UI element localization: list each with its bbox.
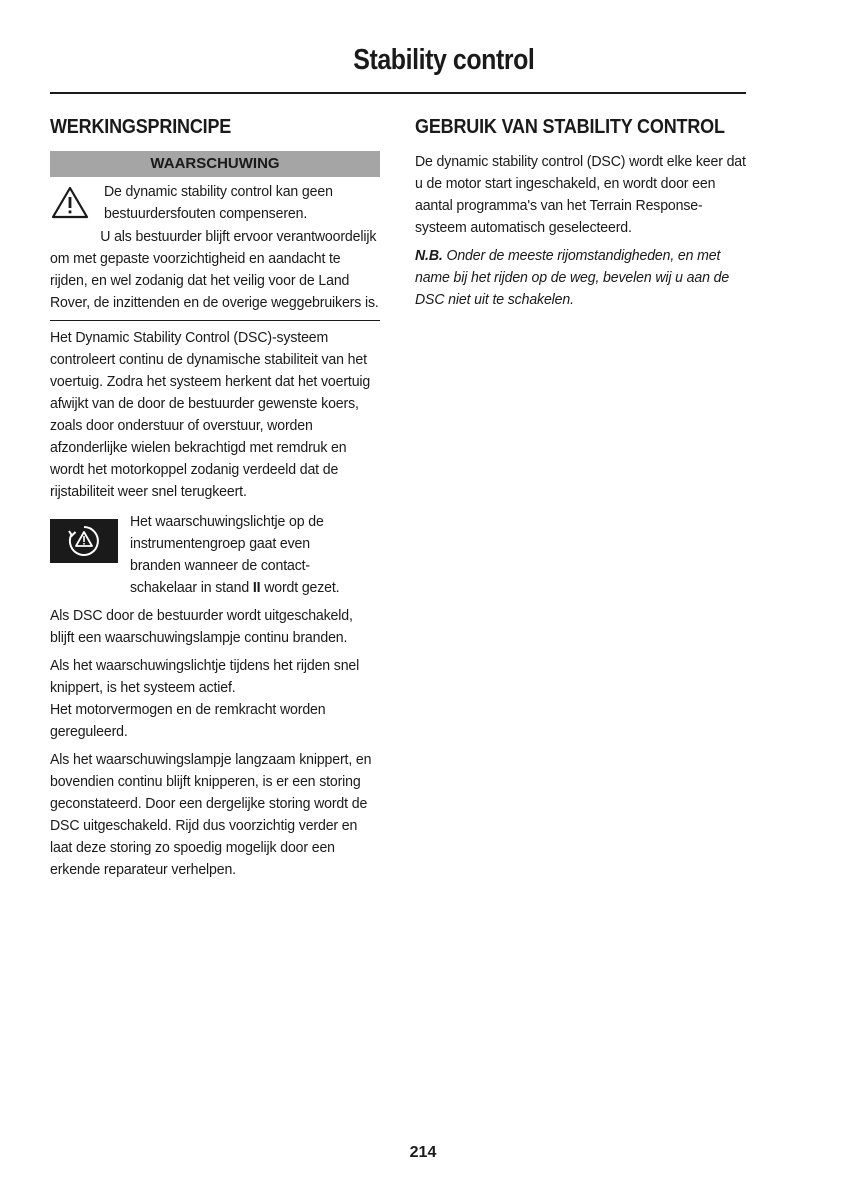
title-divider — [50, 92, 746, 94]
regulation-paragraph: Het motorvermogen en de remkracht worden gereguleerd. — [50, 701, 326, 740]
ignition-position: II — [252, 579, 261, 596]
warning-label: WAARSCHUWING — [50, 151, 380, 177]
dsc-lamp-text-before: Het waarschuwingslichtje op de instrumentengroep gaat even branden wanneer de contact- schakelaar in stand — [130, 513, 324, 596]
left-column — [50, 116, 380, 881]
intro-paragraph: Het Dynamic Stability Control (DSC)-systeem controleert continu de dynamische stabiliteit van het voertuig. Zodra het systeem herkent dat het voertuig afwijkt van de door de bestuurder gewenste koers, zoals door onderstuur of overstuur, worden afzonderlijke wielen bekrachtigd met remdruk en wordt het motorkoppel zodanig verdeeld dat de rijstabiliteit weer snel terugkeert. — [50, 329, 371, 500]
section-heading-gebruik: GEBRUIK VAN STABILITY CONTROL — [415, 116, 725, 138]
fault-paragraph: Als het waarschuwingslampje langzaam knippert, en bovendien continu blijft knipperen, is er een storing geconstateerd. Door een dergelijke storing wordt de DSC uitgeschakeld. Rijd dus voorzichtig verder en laat deze storing zo spoedig mogelijk door een erkende reparateur verhelpen. — [50, 751, 372, 878]
warning-triangle-icon — [50, 181, 104, 226]
page-number: 214 — [409, 1144, 437, 1161]
page-title: Stability control — [353, 44, 535, 76]
dsc-lamp-note — [50, 511, 380, 599]
dsc-warning-lamp-icon — [50, 519, 130, 563]
warning-text-2: U als bestuurder blijft ervoor verantwoordelijk om met gepaste voorzichtigheid en aandacht te rijden, en wel zodanig dat het veilig voor de Land Rover, de inzittenden en de overige weggebruikers is. — [50, 228, 379, 311]
note-text: Onder de meeste rijomstandigheden, en met name bij het rijden op de weg, bevelen wij u aan de DSC niet uit te schakelen. — [415, 247, 730, 308]
right-column — [415, 116, 747, 311]
usage-paragraph: De dynamic stability control (DSC) wordt elke keer dat u de motor start ingeschakeld, en wordt door een aantal programma's van het Terrain Response-systeem automatisch geselecteerd. — [415, 153, 746, 236]
dsc-lamp-text-after: wordt gezet. — [260, 579, 340, 596]
note-label: N.B. — [415, 247, 443, 264]
warning-box — [50, 151, 380, 321]
note-paragraph — [415, 245, 747, 311]
dsc-lamp-text — [130, 511, 363, 599]
warning-text-1: De dynamic stability control kan geen bestuurdersfouten compenseren. — [104, 183, 333, 222]
fast-flash-paragraph: Als het waarschuwingslichtje tijdens het rijden snel knippert, is het systeem actief. — [50, 657, 360, 696]
section-heading-werkingsprincipe: WERKINGSPRINCIPE — [50, 116, 232, 138]
dsc-off-paragraph: Als DSC door de bestuurder wordt uitgeschakeld, blijft een waarschuwingslampje continu branden. — [50, 607, 353, 646]
